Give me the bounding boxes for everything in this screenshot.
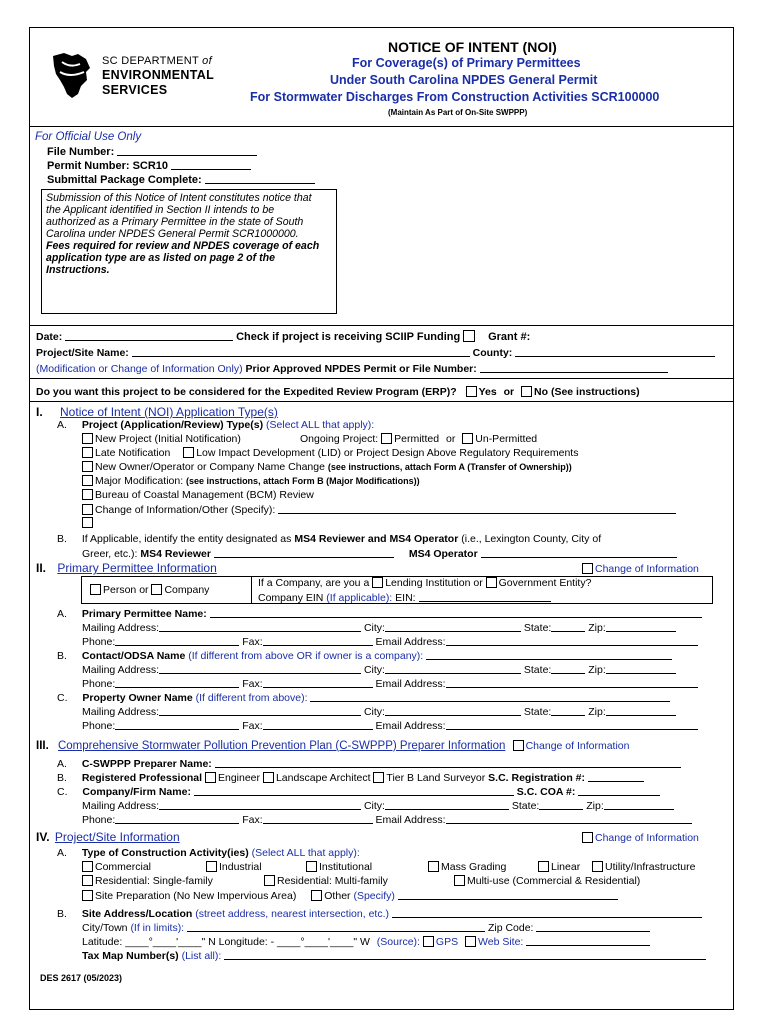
website-checkbox[interactable] [465, 936, 476, 947]
res-multi-checkbox[interactable] [264, 875, 275, 886]
erp-no-checkbox[interactable] [521, 386, 532, 397]
s3-mailing-label: Mailing Address: [82, 800, 160, 812]
major-mod-note: (see instructions, attach Form B (Major Modifications)) [186, 476, 420, 486]
latitude-field[interactable]: ____°____'____" N [125, 936, 216, 948]
contact-note: (If different from above OR if owner is a company): [188, 650, 424, 662]
s2b-email-label: Email Address: [375, 678, 446, 690]
s2a-city-label: City: [363, 622, 385, 634]
site-address-note: (street address, nearest intersection, etc.) [195, 908, 389, 920]
new-owner-checkbox[interactable] [82, 461, 93, 472]
s2c-zip-label: Zip: [588, 706, 606, 718]
res-single-checkbox[interactable] [82, 875, 93, 886]
s2b-email-field[interactable] [446, 677, 698, 688]
ein-label: EIN: [395, 592, 416, 604]
s2c-fax-label: Fax: [242, 720, 263, 732]
tax-map-list-all: (List all): [181, 950, 222, 962]
latitude-label: Latitude: [82, 936, 123, 948]
erp-yes-label: Yes [478, 386, 497, 398]
lending-label: Lending Institution [385, 577, 471, 589]
project-name-label: Project/Site Name: [36, 347, 129, 359]
s2b-mailing-field[interactable] [159, 663, 361, 674]
s2a-state-label: State: [523, 622, 552, 634]
res-single-label: Residential: Single-family [95, 875, 213, 887]
person-checkbox[interactable] [90, 584, 101, 595]
s2b-city-field[interactable] [385, 663, 521, 674]
s2a-email-label: Email Address: [375, 636, 446, 648]
form-title: NOTICE OF INTENT (NOI) [388, 39, 557, 55]
date-field[interactable] [65, 330, 233, 341]
s2a-zip-field[interactable] [606, 621, 676, 632]
s2a-mailing-field[interactable] [159, 621, 361, 632]
new-project-checkbox[interactable] [82, 433, 93, 444]
utility-checkbox[interactable] [592, 861, 603, 872]
s2-b-label: B. [57, 650, 67, 662]
s2a-fax-label: Fax: [242, 636, 263, 648]
county-field[interactable] [515, 346, 715, 357]
s3-phone-label: Phone: [82, 814, 116, 826]
s2a-city-field[interactable] [385, 621, 521, 632]
firm-field[interactable] [194, 785, 514, 796]
linear-label: Linear [551, 861, 581, 873]
s2c-mailing-field[interactable] [159, 705, 361, 716]
s3-b-label: B. [57, 772, 67, 784]
property-owner-label: Property Owner Name [82, 692, 193, 704]
site-address-field[interactable] [392, 907, 702, 918]
tier-b-label: Tier B Land Surveyor [386, 772, 486, 784]
engineer-checkbox[interactable] [205, 772, 216, 783]
s3-zip-field[interactable] [604, 799, 674, 810]
mass-grading-label: Mass Grading [441, 861, 507, 873]
s2b-phone-label: Phone: [82, 678, 116, 690]
s2c-phone-label: Phone: [82, 720, 116, 732]
extra-checkbox[interactable] [82, 517, 93, 528]
s3-email-field[interactable] [446, 813, 692, 824]
form-id: DES 2617 (05/2023) [40, 973, 123, 983]
s2b-phone-field[interactable] [115, 677, 239, 688]
maintain-note: (Maintain As Part of On-Site SWPPP) [388, 108, 528, 117]
s3-city-field[interactable] [385, 799, 509, 810]
ms4-reviewer-field[interactable] [214, 547, 394, 558]
s2-change-label: Change of Information [595, 563, 699, 575]
sc-reg-label: S.C. Registration #: [488, 772, 586, 784]
s4-b-label: B. [57, 908, 67, 920]
permit-number-label: Permit Number: SCR10 [47, 160, 169, 172]
s2a-phone-label: Phone: [82, 636, 116, 648]
source-label: (Source): [376, 936, 420, 948]
tax-map-field[interactable] [224, 949, 706, 960]
ongoing-label: Ongoing Project: [300, 433, 379, 445]
tier-b-checkbox[interactable] [373, 772, 384, 783]
s3-mailing-field[interactable] [159, 799, 361, 810]
sciip-label: Check if project is receiving SCIIP Funding [236, 331, 461, 343]
city-town-field[interactable] [187, 921, 485, 932]
s3-zip-label: Zip: [586, 800, 604, 812]
s4-a-label: A. [57, 847, 67, 859]
s3-state-label: State: [511, 800, 540, 812]
s1-a-text: Project (Application/Review) Type(s) [81, 419, 264, 431]
company-checkbox[interactable] [151, 584, 162, 595]
permitted-checkbox[interactable] [381, 433, 392, 444]
ms4-operator-label: MS4 Operator [408, 548, 478, 560]
notice-line-7: Instructions. [46, 264, 110, 276]
late-notification-label: Late Notification [95, 447, 171, 459]
property-owner-note: (If different from above): [195, 692, 308, 704]
s3-city-label: City: [363, 800, 385, 812]
s3-email-label: Email Address: [375, 814, 446, 826]
longitude-label: Longitude: [218, 936, 268, 948]
erp-question: Do you want this project to be considered for the Expedited Review Program (ERP)? [36, 386, 457, 398]
institutional-label: Institutional [319, 861, 373, 873]
section-3-title: Comprehensive Stormwater Pollution Prevention Plan (C-SWPPP) Preparer Information [57, 740, 506, 752]
s2c-state-label: State: [523, 706, 552, 718]
new-owner-label: New Owner/Operator or Company Name Change [95, 461, 325, 473]
s4-change-checkbox[interactable] [582, 832, 593, 843]
construction-type-select: (Select ALL that apply): [251, 847, 360, 859]
s2b-zip-field[interactable] [606, 663, 676, 674]
form-subtitle-3: For Stormwater Discharges From Construction Activities SCR100000 [250, 90, 660, 104]
s2a-zip-label: Zip: [588, 622, 606, 634]
official-use-box [33, 129, 338, 316]
erp-yes-checkbox[interactable] [466, 386, 477, 397]
linear-checkbox[interactable] [538, 861, 549, 872]
s3-a-label: A. [57, 758, 67, 770]
form-subtitle-2: Under South Carolina NPDES General Permit [330, 73, 598, 87]
s2a-mailing-label: Mailing Address: [82, 622, 160, 634]
site-prep-label: Site Preparation (No New Impervious Area) [95, 890, 297, 902]
unpermitted-checkbox[interactable] [462, 433, 473, 444]
gov-checkbox[interactable] [486, 577, 497, 588]
other-field[interactable] [398, 889, 618, 900]
institutional-checkbox[interactable] [306, 861, 317, 872]
tax-map-label: Tax Map Number(s) [82, 950, 179, 962]
s2a-phone-field[interactable] [115, 635, 239, 646]
gov-label: Government Entity? [498, 577, 592, 589]
new-project-label: New Project (Initial Notification) [95, 433, 241, 445]
section-1-title: Notice of Intent (NOI) Application Type(s) [60, 405, 278, 419]
s3-change-label: Change of Information [525, 740, 630, 752]
s1-b-text1: If Applicable, identify the entity designated as [81, 533, 292, 545]
website-field[interactable] [526, 935, 650, 946]
change-other-field[interactable] [278, 503, 676, 514]
ein-field[interactable] [419, 591, 551, 602]
county-label: County: [472, 347, 513, 359]
commercial-checkbox[interactable] [82, 861, 93, 872]
sc-reg-field[interactable] [588, 771, 644, 782]
project-name-field[interactable] [132, 346, 470, 357]
erp-or: or [503, 386, 515, 398]
s2b-fax-field[interactable] [263, 677, 373, 688]
utility-label: Utility/Infrastructure [605, 861, 696, 873]
s1-b-text2: (i.e., Lexington County, City of [461, 533, 602, 545]
s2c-fax-field[interactable] [263, 719, 373, 730]
lid-checkbox[interactable] [183, 447, 194, 458]
s1-b-bold: MS4 Reviewer and MS4 Operator [294, 533, 459, 545]
s2a-email-field[interactable] [446, 635, 698, 646]
city-town-label: City/Town [82, 922, 128, 934]
coa-field[interactable] [578, 785, 660, 796]
s2c-mailing-label: Mailing Address: [82, 706, 160, 718]
s2b-mailing-label: Mailing Address: [82, 664, 160, 676]
s2b-state-field[interactable] [551, 663, 585, 674]
commercial-label: Commercial [95, 861, 152, 873]
change-other-label: Change of Information/Other (Specify): [95, 504, 276, 516]
multi-use-label: Multi-use (Commercial & Residential) [467, 875, 641, 887]
major-mod-checkbox[interactable] [82, 475, 93, 486]
grant-label: Grant #: [488, 331, 531, 343]
modification-note: (Modification or Change of Information Only) [36, 363, 243, 375]
s2-change-checkbox[interactable] [582, 563, 593, 574]
erp-no-label: No (See instructions) [534, 386, 640, 398]
section-4-title: Project/Site Information [54, 830, 180, 844]
s3-fax-field[interactable] [263, 813, 373, 824]
section-3-number: III. [36, 740, 49, 752]
s2c-zip-field[interactable] [606, 705, 676, 716]
s2a-state-field[interactable] [551, 621, 585, 632]
preparer-label: C-SWPPP Preparer Name: [81, 758, 212, 770]
prior-permit-field[interactable] [480, 362, 668, 373]
company-ein-label: Company EIN [258, 592, 324, 604]
other-label: Other [324, 890, 351, 902]
s2c-city-field[interactable] [385, 705, 521, 716]
agency-logo [50, 50, 230, 106]
gps-checkbox[interactable] [423, 936, 434, 947]
company-label: Company [164, 584, 210, 596]
notice-line-2: the Applicant identified in Section II intends to be [46, 204, 275, 216]
s1-b-label: B. [57, 533, 67, 545]
other-specify: (Specify) [353, 890, 395, 902]
notice-line-5: Fees required for review and NPDES coverage of each [46, 240, 320, 252]
s3-fax-label: Fax: [242, 814, 263, 826]
ms4-operator-field[interactable] [481, 547, 677, 558]
s2-a-label: A. [57, 608, 67, 620]
other-checkbox[interactable] [311, 890, 322, 901]
ein-if-applicable: (If applicable): [326, 592, 393, 604]
engineer-label: Engineer [217, 772, 261, 784]
zip-code-field[interactable] [536, 921, 650, 932]
gps-label: GPS [435, 936, 459, 948]
industrial-checkbox[interactable] [206, 861, 217, 872]
s1-b-text3: Greer, etc.): [82, 548, 138, 560]
notice-line-1: Submission of this Notice of Intent constitutes notice that [46, 192, 312, 204]
property-owner-field[interactable] [310, 691, 670, 702]
ms4-reviewer-label: MS4 Reviewer [140, 548, 211, 560]
mass-grading-checkbox[interactable] [428, 861, 439, 872]
multi-use-checkbox[interactable] [454, 875, 465, 886]
s2a-fax-field[interactable] [263, 635, 373, 646]
site-address-label: Site Address/Location [81, 908, 193, 920]
res-multi-label: Residential: Multi-family [277, 875, 388, 887]
agency-of: of [202, 55, 212, 67]
s2b-state-label: State: [523, 664, 552, 676]
preparer-field[interactable] [215, 757, 681, 768]
form-subtitle-1: For Coverage(s) of Primary Permittees [352, 56, 581, 70]
change-other-checkbox[interactable] [82, 504, 93, 515]
website-label: Web Site: [478, 936, 524, 948]
zip-code-label: Zip Code: [487, 922, 534, 934]
section-1-number: I. [36, 405, 43, 419]
contact-label: Contact/ODSA Name [81, 650, 186, 662]
file-number-field[interactable] [117, 145, 257, 156]
s1-a-select: (Select ALL that apply): [266, 419, 375, 431]
s3-c-label: C. [57, 786, 68, 798]
industrial-label: Industrial [219, 861, 262, 873]
section-2-title: Primary Permittee Information [57, 561, 217, 575]
longitude-field[interactable]: - ____°____'____" W [270, 936, 370, 948]
section-4-number: IV. [36, 830, 50, 844]
bcm-checkbox[interactable] [82, 489, 93, 500]
permit-number-field[interactable] [171, 159, 251, 170]
landscape-checkbox[interactable] [263, 772, 274, 783]
s1-a-label: A. [57, 419, 67, 431]
landscape-label: Landscape Architect [275, 772, 371, 784]
section-2-number: II. [36, 561, 47, 575]
major-mod-label: Major Modification: [95, 475, 184, 487]
s2c-state-field[interactable] [551, 705, 585, 716]
if-in-limits: (If in limits): [130, 922, 185, 934]
notice-line-3: authorized as a Primary Permittee in the state of South [46, 216, 304, 228]
submission-notice [41, 189, 337, 314]
s2-c-label: C. [57, 692, 68, 704]
south-carolina-map-icon [50, 50, 94, 102]
contact-field[interactable] [426, 649, 672, 660]
registered-label: Registered Professional [81, 772, 203, 784]
s2b-zip-label: Zip: [588, 664, 606, 676]
ongoing-or: or [446, 433, 456, 445]
s3-phone-field[interactable] [115, 813, 239, 824]
form-page [29, 27, 734, 1010]
sciip-checkbox[interactable] [463, 330, 475, 342]
notice-line-4: Carolina under NPDES General Permit SCR1000000. [46, 228, 299, 240]
agency-name-line3: SERVICES [102, 83, 168, 97]
site-prep-checkbox[interactable] [82, 890, 93, 901]
construction-type-label: Type of Construction Activity(ies) [81, 847, 249, 859]
permitted-label: Permitted [394, 433, 440, 445]
lending-checkbox[interactable] [372, 577, 383, 588]
new-owner-note: (see instructions, attach Form A (Transfer of Ownership)) [327, 462, 572, 472]
s2b-city-label: City: [363, 664, 385, 676]
s2c-email-label: Email Address: [375, 720, 446, 732]
agency-name-line2: ENVIRONMENTAL [102, 68, 214, 82]
official-use-heading: For Official Use Only [35, 131, 142, 143]
file-number-label: File Number: [47, 146, 115, 158]
s3-state-field[interactable] [539, 799, 583, 810]
submittal-field[interactable] [205, 173, 315, 184]
late-notification-checkbox[interactable] [82, 447, 93, 458]
unpermitted-label: Un-Permitted [475, 433, 538, 445]
s2c-city-label: City: [363, 706, 385, 718]
person-or: or [139, 584, 149, 596]
s2b-fax-label: Fax: [242, 678, 263, 690]
agency-name-line1: SC DEPARTMENT [102, 55, 199, 67]
submittal-label: Submittal Package Complete: [47, 174, 202, 186]
s3-change-checkbox[interactable] [513, 740, 524, 751]
coa-label: S.C. COA #: [516, 786, 576, 798]
s2c-phone-field[interactable] [115, 719, 239, 730]
if-company-label: If a Company, are you a [258, 577, 370, 589]
s2-or2: or [473, 577, 483, 589]
s2c-email-field[interactable] [446, 719, 698, 730]
bcm-label: Bureau of Coastal Management (BCM) Review [95, 489, 314, 501]
s4-change-label: Change of Information [595, 832, 699, 844]
lid-label: Low Impact Development (LID) or Project Design Above Regulatory Requirements [196, 447, 579, 459]
person-label: Person [103, 584, 137, 596]
firm-label: Company/Firm Name: [82, 786, 191, 798]
notice-line-6: application type are as listed on page 2 of the [46, 252, 275, 264]
date-label: Date: [36, 331, 63, 343]
primary-name-label: Primary Permittee Name: [81, 608, 207, 620]
prior-permit-label: Prior Approved NPDES Permit or File Number: [245, 363, 477, 375]
primary-name-field[interactable] [210, 607, 702, 618]
